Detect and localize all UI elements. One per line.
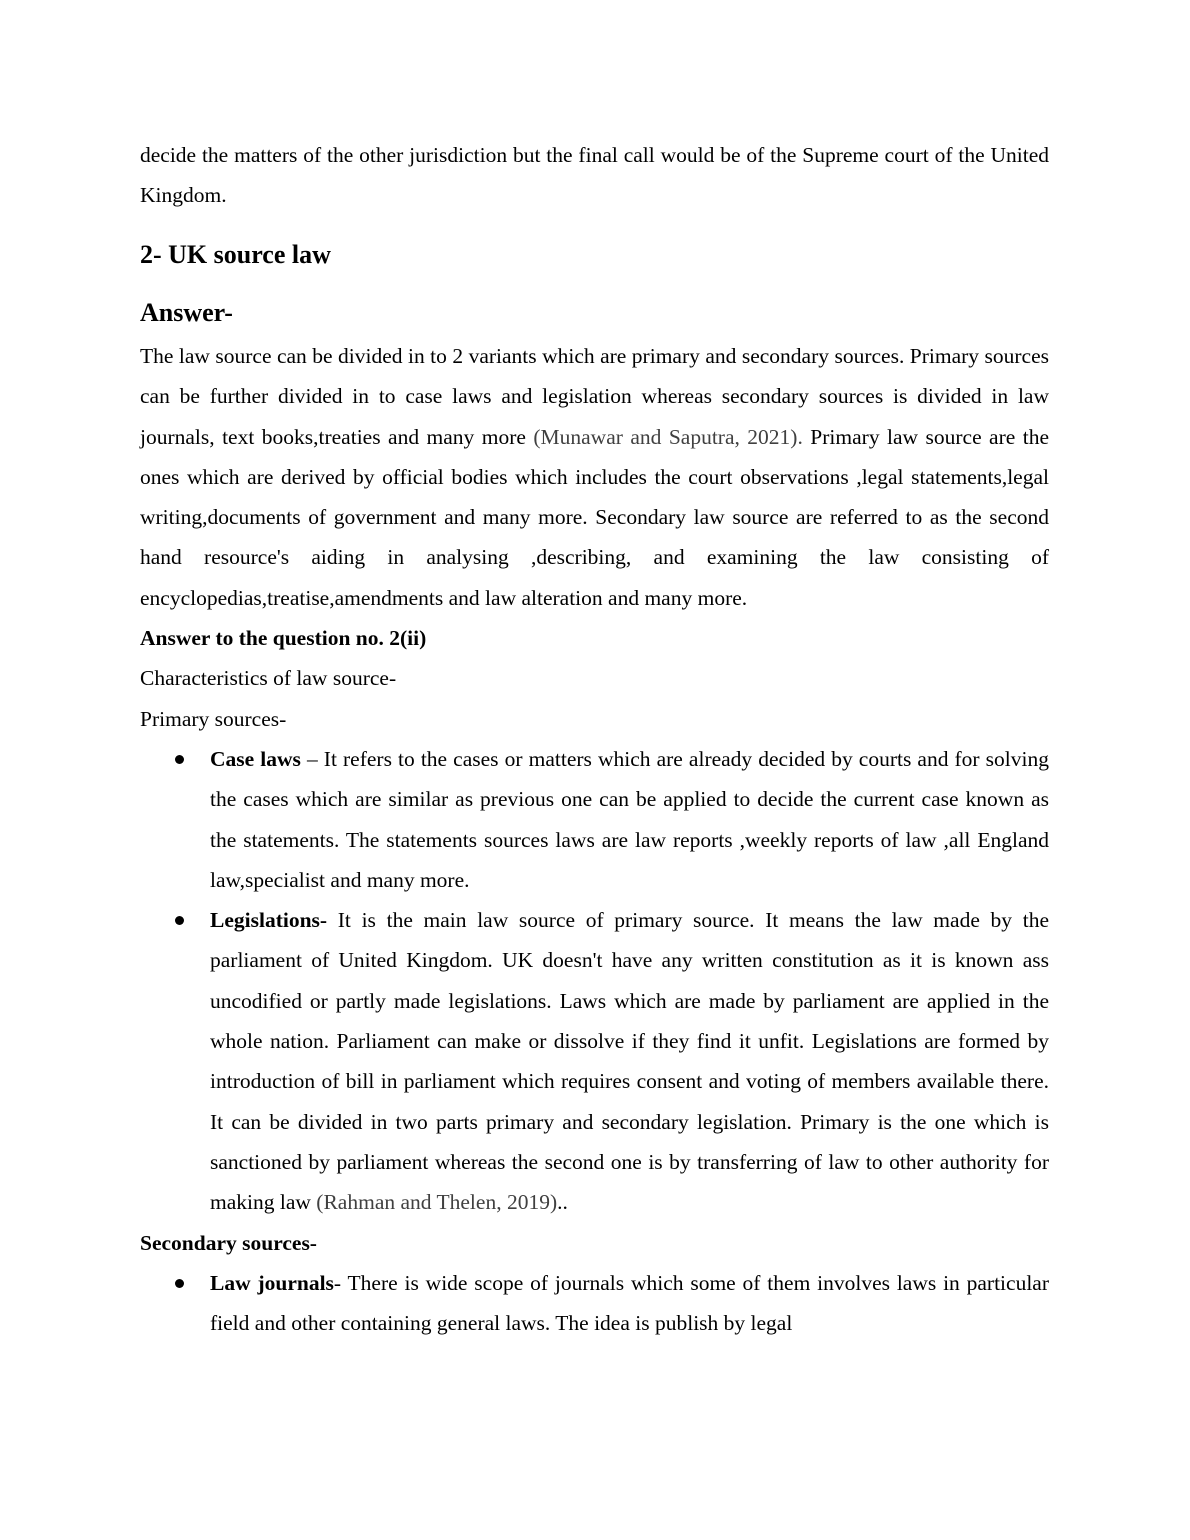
term-law-journals: Law journals [210, 1270, 334, 1295]
list-item-law-journals [140, 1263, 1049, 1344]
answer-heading: Answer- [140, 298, 233, 327]
document-page [140, 135, 1049, 1343]
question-heading: Answer to the question no. 2(ii) [140, 626, 427, 651]
bullet-icon [175, 1279, 184, 1288]
case-laws-text: – It refers to the cases or matters which are already decided by courts and for solving the cases which are similar as previous one can be applied to decide the current case known as the statements. The statements sources laws are law reports ,weekly reports of law ,all England law,specialist and many more. [210, 746, 1049, 892]
characteristics-label: Characteristics of law source- [140, 666, 397, 691]
answer-text-end: Primary law source are the ones which are derived by official bodies which includes the court observations ,legal statements,legal writing,documents of government and many more. Secondary law source are referred to as the second hand resource's aiding in analysing ,describing, and examining the law consisting of encyclopedias,treatise,amendments and law alteration and many more. [140, 424, 1050, 610]
list-item-case-laws [140, 739, 1049, 900]
term-legislations: Legislations- [210, 908, 328, 933]
bullet-icon [175, 916, 184, 925]
list-item-legislations [140, 900, 1049, 1222]
secondary-sources-label: Secondary sources- [140, 1230, 317, 1255]
primary-sources-label: Primary sources- [140, 706, 287, 731]
citation-munawar: (Munawar and Saputra, 2021). [533, 424, 803, 449]
citation-rahman: (Rahman and Thelen, 2019) [316, 1190, 558, 1215]
section-heading: 2- UK source law [140, 240, 331, 269]
legislations-text: It is the main law source of primary source. It means the law made by the parliament of United Kingdom. UK doesn't have any written constitution as it is known ass uncodified or partly made legislations. Laws which are made by parliament are applied in the whole nation. Parliament can make or dissolve if they find it unfit. Legislations are formed by introduction of bill in parliament which requires consent and voting of members available there. It can be divided in two parts primary and secondary legislation. Primary is the one which is sanctioned by parliament whereas the second one is by transferring of law to other authority for making law [210, 908, 1049, 1215]
answer-paragraph [140, 336, 1049, 618]
legislations-trailing: .. [557, 1190, 568, 1215]
term-case-laws: Case laws [210, 746, 301, 771]
intro-continuation-paragraph: decide the matters of the other jurisdiction but the final call would be of the Supreme court of the United Kingdom. [140, 143, 1049, 208]
bullet-icon [175, 755, 184, 764]
law-journals-text: - There is wide scope of journals which some of them involves laws in particular field and other containing general laws. The idea is publish by legal [210, 1270, 1050, 1336]
primary-sources-list [140, 739, 1049, 1223]
answer-text-start: The law source can be divided in to 2 variants which are primary and secondary sources. Primary sources can be further divided in to case laws and legislation whereas secondary sources is divided in law journals, text books,treaties and many more [140, 344, 1049, 449]
secondary-sources-list [140, 1263, 1049, 1344]
